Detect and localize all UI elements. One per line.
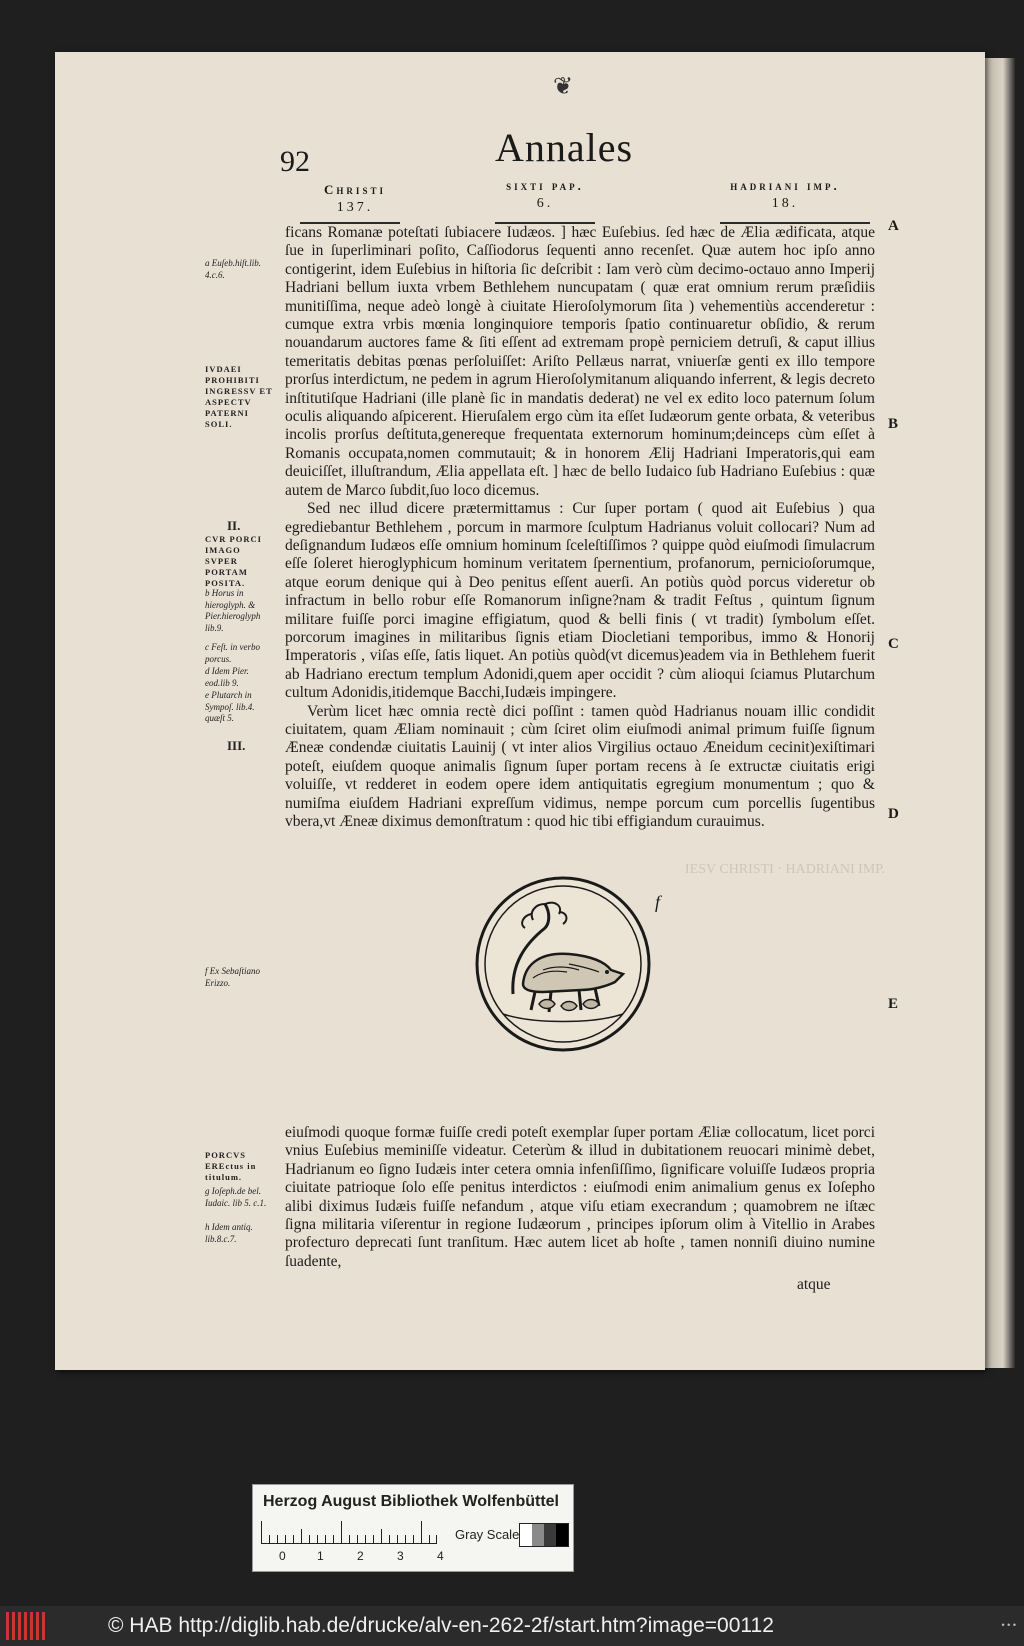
section-letter: E	[888, 996, 899, 1012]
scale-number: 1	[317, 1549, 324, 1563]
scale-number: 4	[437, 1549, 444, 1563]
page-edge	[985, 58, 1015, 1368]
header-column-christi	[295, 182, 415, 216]
paragraph: eiuſmodi quoque formæ fuiſſe credi poteſt exemplar ſuper portam Æliæ collocatum, licet porci vnius Euſebius meminiſſe videatur. Ceterùm & illud in dubitationem reuocari minimè debet, Hadrianum eo ſigno Iudæis inter cetera omnia infenſiſſimo, ſignificare voluiſſe Iudæos propria ciuitate patrioque ſolo eſſe penitus interdictos : eiuſmodi enim animalium genus ex Ioſepho alibi diximus Iudæis fuiſſe nefandum , atque viſu etiam execrandum ; quamobrem ne iſtæc ſigna militaria viſerentur in regione Iudæorum , principes ipſorum olim à Vitellio in Arabes profecturo deprecati ſunt tranſitum. Hæc autem licet ab hoſte , tamen nonniſi diuino numine ſuadente,	[285, 1124, 875, 1270]
catchword: atque	[797, 1276, 831, 1293]
margin-note: c Feſt. in verbo porcus.	[205, 642, 260, 664]
margin-heading: CVR PORCI IMAGO SVPER PORTAM POSITA.	[205, 534, 262, 588]
fleuron-ornament: ❦	[553, 74, 574, 100]
margin-note: b Horus in hieroglyph. & Pier.hieroglyph lib.9.	[205, 588, 261, 633]
margin-note: d Idem Pier. eod.lib 9.	[205, 666, 249, 688]
header-column-label: hadriani imp.	[730, 178, 840, 193]
margin-note: h Idem antiq. lib.8.c.7.	[205, 1222, 253, 1244]
cm-scale	[261, 1521, 437, 1544]
section-numeral: II.	[227, 518, 241, 533]
page-number: 92	[280, 145, 310, 178]
paragraph: Sed nec illud dicere prætermittamus : Cur ſuper portam ( quod ait Euſebius ) qua egrediebantur Bethlehem , porcum in marmore ſculptum Hadrianus voluit collocari? Num ad deſignandum Iudæos eſſe omnium hominum ſceleſtiſſimos ? quippe quòd eiuſmodi ſimulacrum eſſe ſoleret hieroglyphicum hominum veritatem ſpernentium, profanorum, pernicioſorumque, atque eorum denique qui à Deo penitus eſſent auerſi. An potiùs quòd porcus videretur ob infractum in bello robur eſſe Romanorum inſigne?nam & tradit Feſtus , quintum ſignum militare fuiſſe porci imagine effigiatum, quod & belli finis ( vt tradit) ſymbolum eſſet. porcorum imagines in militaribus ſignis etiam Diocletiani temporibus, immo & Honorij Imperatoris , viſas eſſe, ſatis liquet. An potiùs quòd(vt dicemus)eadem via in Bethlehem fuerit ab Hadriano erectum templum Adonidi,quem aper occidit ? cùm alioqui ſciamus Plutarchum cultum Adonidis,itidemque Bacchi,Iudæis impingere.	[285, 500, 875, 702]
header-column-number: 18.	[771, 196, 799, 211]
hab-logo-icon	[6, 1612, 46, 1640]
main-text-top	[285, 224, 875, 831]
header-column-number: 137.	[336, 200, 374, 215]
library-name: Herzog August Bibliothek Wolfenbüttel	[263, 1493, 559, 1510]
paragraph: Verùm licet hæc omnia rectè dici poſſint : tamen quòd Hadrianus nouam illic condidit ciuitatem, quam Æliam nominauit ; cùm ſciret olim eiuſmodi animal primum fuiſſe ſignum Æneæ condendæ ciuitatis Lauinij ( vt inter alios Virgilius octauo Æneidum cecinit)exiſtimari poteſt, eiuſdem quoque animalis ſignum ſuper portam recens à ſe extructæ ciuitatis erigi voluiſſe, vt redderet in eodem opere idem antiquitatis egregium monumentum ; quo & numiſma eiuſdem Hadriani expreſſum vidimus, nempe porcum cum porcellis ſugentibus vbera,vt Æneæ diximus demonſtratum : quod hic tibi effigiandum curauimus.	[285, 702, 875, 830]
header-column-emperor	[695, 178, 875, 212]
header-column-label: sixti pap.	[506, 178, 584, 193]
show-through-text: IESV CHRISTI · HADRIANI IMP.	[685, 862, 886, 877]
section-letter: A	[888, 218, 899, 234]
main-text-bottom	[285, 1124, 875, 1271]
header-column-pope	[485, 178, 605, 212]
margin-heading: IVDAEI PROHIBITI INGRESSV ET ASPECTV PATERNI SOLI.	[205, 364, 273, 429]
scale-number: 3	[397, 1549, 404, 1563]
margin-note: e Plutarch in Sympoſ. lib.4. quæſt 5.	[205, 690, 255, 723]
section-letter: C	[888, 636, 899, 652]
library-color-label	[252, 1484, 574, 1572]
scale-number: 0	[279, 1549, 286, 1563]
coin-illustration	[473, 874, 653, 1054]
footer-ornament: • • •	[1001, 1620, 1016, 1630]
viewer-footer-bar	[0, 1606, 1024, 1646]
grayscale-label: Gray Scale	[455, 1527, 520, 1542]
section-letter: D	[888, 806, 899, 822]
medal-note-mark: f	[655, 892, 661, 912]
running-title: Annales	[495, 125, 634, 170]
grayscale-swatches	[519, 1523, 569, 1547]
margin-note: f Ex Sebaſtiano Erizzo.	[205, 966, 260, 988]
footer-source-url[interactable]: © HAB http://diglib.hab.de/drucke/alv-en-262-2f/start.htm?image=00112	[108, 1614, 774, 1637]
scale-number: 2	[357, 1549, 364, 1563]
header-column-number: 6.	[536, 196, 554, 211]
paragraph: ficans Romanæ poteſtati ſubiacere Iudæos. ] hæc Euſebius. ſed hæc de Ælia ædificata, atque ſue in ſuperliminari poſito, Caſſiodorus ſequenti anno recenſet. Quæ autem hoc ipſo anno contigerint, idem Euſebius in hiſtoria ſic deſcribit : Iam verò cùm decimo-octauo anno Imperij Hadriani bellum iuxta vrbem Bethlehem nuncupatam ( quæ erat omnium rerum præſidiis munitiſſima, neque adeò longè à ciuitate Hieroſolymorum ſita ) vehementiùs accenderetur : cumque extra vrbis mœnia longinquiore temporis ſpatio continuaretur obſidio, & rerum nouandarum auctores fame & ſiti eſſent ad extremam propè perniciem detruſi, & caput illius temeritatis debitas pœnas perſoluiſſet: Ariſto Pellæus narrat, vniuerſæ genti ex illo tempore prorſus interdictum, ne pedem in agrum Hieroſolymitanum aliquando inferrent, & legis decreto inſtitutiſque Hadriani (ille planè ſic in mandatis dederat) ne vel ex edito loco paternum ſolum oculis aliquando aſpicerent. Hieruſalem ergo cùm ita eſſet Iudæorum gente orbata, & veteribus incolis prorſus deſtituta,genereque frequentata externorum hominum;deinceps cùm eſſet à Romanis occupata,nomen commutauit; & in honorem Ælij Hadriani Imperatoris,qui eam deuiciſſet, illuſtrandum, Ælia appellata eſt. ] hæc de bello Iudaico ſub Hadriano Euſebius : quæ autem de Marco ſubdit,ſuo loco dicemus.	[285, 224, 875, 499]
margin-note: g Ioſeph.de bel. Iudaic. lib 5. c.1.	[205, 1186, 267, 1208]
section-numeral: III.	[227, 738, 246, 753]
margin-note: a Euſeb.hiſt.lib. 4.c.6.	[205, 258, 261, 280]
book-page	[55, 52, 985, 1370]
header-column-label: Christi	[324, 182, 386, 197]
margin-heading: PORCVS EREctus in titulum.	[205, 1150, 257, 1182]
section-letter: B	[888, 416, 899, 432]
